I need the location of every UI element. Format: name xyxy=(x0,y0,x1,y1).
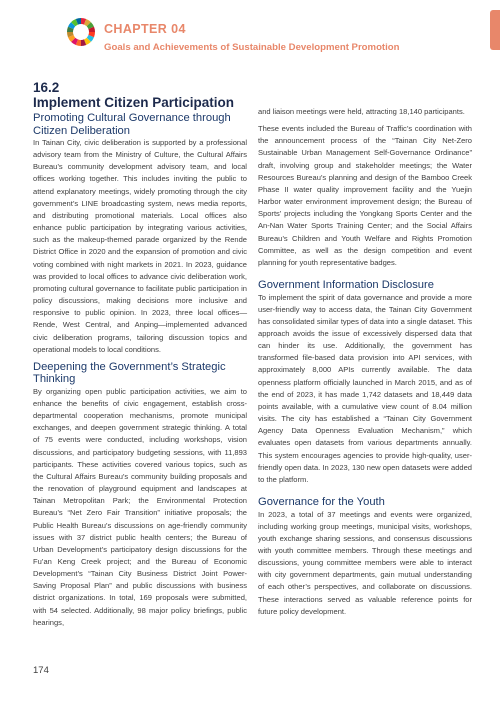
subsection-title-strategic-thinking: Deepening the Government’s Strategic Thinking xyxy=(33,360,226,386)
paragraph-continued: and liaison meetings were held, attracting 18,140 participants. xyxy=(258,107,465,116)
page-header xyxy=(0,0,500,64)
chapter-subtitle: Goals and Achievements of Sustainable Development Promotion xyxy=(104,42,400,53)
paragraph-strategic-thinking: By organizing open public participation activities, we aim to enhance the benefits of civic engagement, establish cross-departmental cooperation mechanisms, promote municipal exchanges, and deepen government strategic thinking. A total of 75 events were conducted, including workshops, vision discussions, and participatory budgeting sessions, with 11,893 participants. These activities covered various topics, such as the Cultural Affairs Bureau’s community building proposals and the renovation of playground equipment and landscapes at Tainan Metropolitan Park; the Environmental Protection Bureau’s “Net Zero Fair Transition” initiative proposals; the Public Health Bureau’s discussions on age-friendly community issues with 37 district public health centers; the Bureau of Urban Development’s participatory design discussions for the Fu’an Keng Creek project; and the Bureau of Economic Development’s “Tainan City Business District Joint Power-Saving Proposal Plan” and public discussions with business district organizations. In total, 169 proposals were submitted, with 54 selected. Additionally, 98 major policy briefings, public hearings, xyxy=(33,386,247,627)
left-column xyxy=(33,80,247,629)
subsection-title-youth-governance: Governance for the Youth xyxy=(258,496,385,509)
chapter-side-tab xyxy=(490,10,500,50)
sdg-wheel-icon xyxy=(66,17,96,47)
section-number: 16.2 xyxy=(33,80,60,95)
paragraph-events: These events included the Bureau of Traffic’s coordination with the announcement process of the “Tainan City Net-Zero Sustainable Urban Management Self-Governance Ordinance” draft, involving group and stakeholder meetings; the Water Resources Bureau’s planning and design of the Bamboo Creek Phase II water quality improvement facility and the Yuejin Harbor water environment improvement design; the Bureau of Sports’ projects including the Yongkang Sports Center and the An-Nan Water Sports Training Center; and the Social Affairs Bureau’s Children and Youth Welfare and Rights Promotion Committee, as well as the design competition and event planning for youth representative badges. xyxy=(258,124,472,267)
right-column xyxy=(258,106,472,618)
chapter-label: CHAPTER 04 xyxy=(104,22,186,36)
subsection-title-information-disclosure: Government Information Disclosure xyxy=(258,279,434,292)
section-title: Implement Citizen Participation xyxy=(33,95,235,110)
paragraph-youth-governance: In 2023, a total of 37 meetings and events were organized, including working group meetings, municipal visits, workshops, youth exchange sharing sessions, and consensus discussions with youth committee members. Through these meetings and discussions, young committee members were able to interact with city government departments, gain mutual understanding of each other’s perspectives, and collaborate on discussions. These interactions served as valuable reference points for future policy development. xyxy=(258,509,472,616)
subsection-title-civic-deliberation: Promoting Cultural Governance through Citizen Deliberation xyxy=(33,112,231,137)
paragraph-information-disclosure: To implement the spirit of data governance and provide a more user-friendly way to access data, the Tainan City Government has consolidated similar types of data into a single dataset. This approach avoids the issue of excessively dispersed data that can hinder its use. Additionally, the government has transformed file-based data provision into API services, with approximately 8,000 APIs currently available. The data openness platform officially launched in March 2015, and as of the end of 2023, it has made 1,742 datasets and 18,449 data points available, with a cumulative view count of 8.04 million visits. The city has established a “Tainan City Government Agency Data Openness Evaluation Mechanism,” which evaluates open datasets from various departments annually. This system encourages agencies to provide high-quality, user-friendly open data. In 2023, 130 new open datasets were added to the platform. xyxy=(258,292,472,484)
paragraph-civic-deliberation: In Tainan City, civic deliberation is supported by a professional advisory team from the Ministry of Culture, the Cultural Affairs Bureau’s community development advisory team, and local offices working together. This includes inviting the public to attend explanatory meetings, widely promoting through the city government’s LINE broadcasting system, news media reports, and distributing promotional materials. Local offices also enhance public participation by integrating various activities, such as the makeup-themed parade organized by the Rende District Office in 2020 and the expansion of promotion and civic voting combined with night markets in 2021. In 2023, guidance was provided to local offices to advance civic deliberation work, promoting cultural governance to facilitate public participation in policy discussions, making decisions more inclusive and responsive to public opinion. In 2023, three local offices—Rende, West Central, and Anping—implemented advanced civic deliberation programs, tailoring discussion topics and operational models to local conditions. xyxy=(33,138,247,354)
page-number: 174 xyxy=(33,665,49,676)
